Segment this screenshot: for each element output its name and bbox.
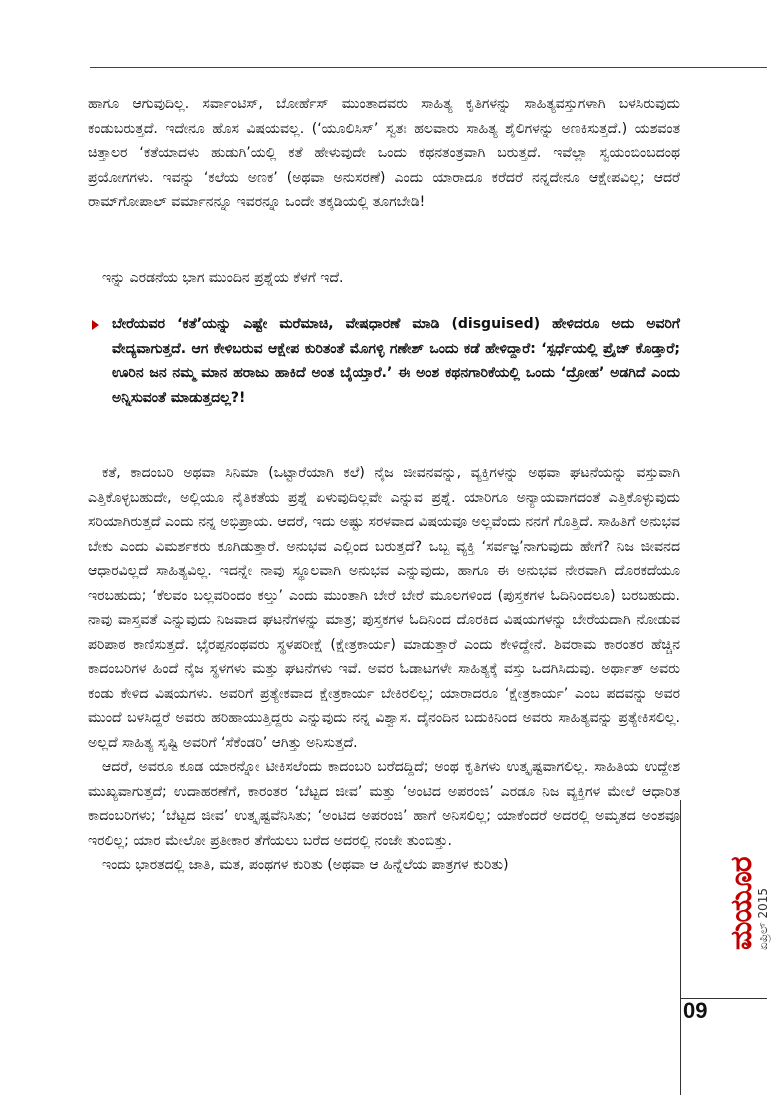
- side-rule: [680, 800, 681, 1095]
- page-number: 09: [683, 998, 708, 1023]
- bullet-arrow-icon: [92, 320, 99, 330]
- issue-date: ಏಪ್ರಿಲ್ 2015: [756, 888, 770, 950]
- question-block: [92, 312, 680, 410]
- question-text: ಬೇರೆಯವರ ‘ಕತೆ’ಯನ್ನು ಎಷ್ಟೇ ಮರೆಮಾಚಿ, ವೇಷಧಾರಣೆ ಮಾಡಿ (disguised) ಹೇಳಿದರೂ ಅದು ಅವರಿಗೆ ವೇದ್ಯವಾಗುತ್ತದೆ. ಆಗ ಕೇಳಿಬರುವ ಆಕ್ಷೇಪ ಕುರಿತಂತೆ ಮೊಗಳ್ಳಿ ಗಣೇಶ್ ಒಂದು ಕಡೆ ಹೇಳಿದ್ದಾರೆ: ‘ಸ್ಪರ್ಧೆಯಲ್ಲಿ ಪ್ರೈಜ್ ಕೊಡ್ತಾರೆ; ಊರಿನ ಜನ ನಮ್ಮ ಮಾನ ಹರಾಜು ಹಾಕಿದೆ ಅಂತ ಬೈಯ್ತಾರೆ.’ ಈ ಅಂಶ ಕಥನಗಾರಿಕೆಯಲ್ಲಿ ಒಂದು ‘ದ್ರೋಹ’ ಅಡಗಿದೆ ಎಂದು ಅನ್ನಿಸುವಂತೆ ಮಾಡುತ್ತದಲ್ಲ?!: [112, 316, 680, 406]
- paragraph-5: ಇಂದು ಭಾರತದಲ್ಲಿ ಜಾತಿ, ಮತ, ಪಂಥಗಳ ಕುರಿತು (ಅಥವಾ ಆ ಹಿನ್ನೆಲೆಯ ಪಾತ್ರಗಳ ಕುರಿತು): [102, 857, 509, 873]
- paragraph-1: ಹಾಗೂ ಆಗುವುದಿಲ್ಲ. ಸರ್ವಾಂಟಿಸ್, ಬೋರ್ಹೆಸ್ ಮುಂತಾದವರು ಸಾಹಿತ್ಯ ಕೃತಿಗಳನ್ನು ಸಾಹಿತ್ಯವಸ್ತುಗಳಾಗಿ ಬಳಸಿರುವುದು ಕಂಡುಬರುತ್ತದೆ. ಇದೇನೂ ಹೊಸ ವಿಷಯವಲ್ಲ. (‘ಯೂಲಿಸಿಸ್’ ಸ್ವತಃ ಹಲವಾರು ಸಾಹಿತ್ಯ ಶೈಲಿಗಳನ್ನು ಅಣಕಿಸುತ್ತದೆ.) ಯಶವಂತ ಚಿತ್ತಾಲರ ‘ಕತೆಯಾದಳು ಹುಡುಗಿ’ಯಲ್ಲಿ ಕತೆ ಹೇಳುವುದೇ ಒಂದು ಕಥನತಂತ್ರವಾಗಿ ಬರುತ್ತದೆ. ಇವೆಲ್ಲಾ ಸ್ವಯಂಬಿಂಬದಂಥ ಪ್ರಯೋಗಗಳು. ಇವನ್ನು ‘ಕಲೆಯ ಅಣಕ’ (ಅಥವಾ ಅನುಸರಣೆ) ಎಂದು ಯಾರಾದೂ ಕರೆದರೆ ನನ್ನದೇನೂ ಆಕ್ಷೇಪವಿಲ್ಲ; ಆದರೆ ರಾಮ್‌ಗೋಪಾಲ್ ವರ್ಮಾನನ್ನೂ ಇವರನ್ನೂ ಒಂದೇ ತಕ್ಕಡಿಯಲ್ಲಿ ತೂಗಬೇಡಿ!: [88, 96, 680, 210]
- paragraph-4: ಆದರೆ, ಅವರೂ ಕೂಡ ಯಾರನ್ನೋ ಟೀಕಿಸಲೆಂದು ಕಾದಂಬರಿ ಬರೆದದ್ದಿದೆ; ಅಂಥ ಕೃತಿಗಳು ಉತ್ಕೃಷ್ಟವಾಗಲಿಲ್ಲ. ಸಾಹಿತಿಯ ಉದ್ದೇಶ ಮುಖ್ಯವಾಗುತ್ತದೆ; ಉದಾಹರಣೆಗೆ, ಕಾರಂತರ ‘ಬೆಟ್ಟದ ಜೀವ’ ಮತ್ತು ‘ಅಂಟಿದ ಅಪರಂಜಿ’ ಎರಡೂ ನಿಜ ವ್ಯಕ್ತಿಗಳ ಮೇಲೆ ಆಧಾರಿತ ಕಾದಂಬರಿಗಳು; ‘ಬೆಟ್ಟದ ಜೀವ’ ಉತ್ಕೃಷ್ಟವೆನಿಸಿತು; ‘ಅಂಟಿದ ಅಪರಂಜಿ’ ಹಾಗೆ ಅನಿಸಲಿಲ್ಲ; ಯಾಕೆಂದರೆ ಅದರಲ್ಲಿ ಅಮೃತದ ಅಂಶವೂ ಇರಲಿಲ್ಲ; ಯಾರ ಮೇಲೋ ಪ್ರತೀಕಾರ ತೆಗೆಯಲು ಬರೆದ ಅದರಲ್ಲಿ ನಂಜೇ ತುಂಬಿತ್ತು.: [88, 759, 680, 849]
- magazine-logo: ಮಯೂರ: [724, 857, 759, 950]
- masthead: [722, 820, 772, 950]
- top-rule: [90, 67, 767, 68]
- paragraph-2: ಇನ್ನು ಎರಡನೆಯ ಭಾಗ ಮುಂದಿನ ಪ್ರಶ್ನೆಯ ಕೆಳಗೆ ಇದೆ.: [102, 270, 344, 286]
- paragraph-3: ಕತೆ, ಕಾದಂಬರಿ ಅಥವಾ ಸಿನಿಮಾ (ಒಟ್ಟಾರೆಯಾಗಿ ಕಲೆ) ನೈಜ ಜೀವನವನ್ನು, ವ್ಯಕ್ತಿಗಳನ್ನು ಅಥವಾ ಘಟನೆಯನ್ನು ವಸ್ತುವಾಗಿ ಎತ್ತಿಕೊಳ್ಳಬಹುದೇ, ಅಲ್ಲಿಯೂ ನೈತಿಕತೆಯ ಪ್ರಶ್ನೆ ಏಳುವುದಿಲ್ಲವೇ ಎನ್ನುವ ಪ್ರಶ್ನೆ. ಯಾರಿಗೂ ಅನ್ಯಾಯವಾಗದಂತೆ ಎತ್ತಿಕೊಳ್ಳುವುದು ಸರಿಯಾಗಿರುತ್ತದೆ ಎಂದು ನನ್ನ ಅಭಿಪ್ರಾಯ. ಆದರೆ, ಇದು ಅಷ್ಟು ಸರಳವಾದ ವಿಷಯವೂ ಅಲ್ಲವೆಂದು ನನಗೆ ಗೊತ್ತಿದೆ. ಸಾಹಿತಿಗೆ ಅನುಭವ ಬೇಕು ಎಂದು ವಿಮರ್ಶಕರು ಕೂಗಿಡುತ್ತಾರೆ. ಅನುಭವ ಎಲ್ಲಿಂದ ಬರುತ್ತದೆ? ಒಬ್ಬ ವ್ಯಕ್ತಿ ‘ಸರ್ವಜ್ಞ’ನಾಗುವುದು ಹೇಗೆ? ನಿಜ ಜೀವನದ ಆಧಾರವಿಲ್ಲದೆ ಸಾಹಿತ್ಯವಿಲ್ಲ. ಇದನ್ನೇ ನಾವು ಸ್ಥೂಲವಾಗಿ ಅನುಭವ ಎನ್ನುವುದು, ಹಾಗೂ ಈ ಅನುಭವ ನೇರವಾಗಿ ದೊರಕದೆಯೂ ಇರಬಹುದು; ‘ಕೆಲವಂ ಬಲ್ಲವರಿಂದಂ ಕಲ್ತು’ ಎಂದು ಮುಂತಾಗಿ ಬೇರೆ ಬೇರೆ ಮೂಲಗಳಿಂದ (ಪುಸ್ತಕಗಳ ಓದಿನಿಂದಲೂ) ಬರಬಹುದು. ನಾವು ವಾಸ್ತವತೆ ಎನ್ನುವುದು ನಿಜವಾದ ಘಟನೆಗಳನ್ನು ಮಾತ್ರ; ಪುಸ್ತಕಗಳ ಓದಿನಿಂದ ದೊರಕಿದ ವಿಷಯಗಳನ್ನು ಬೇರೆಯದಾಗಿ ನೋಡುವ ಪರಿಪಾಠ ಕಾಣಿಸುತ್ತದೆ. ಭೈರಪ್ಪನಂಥವರು ಸ್ಥಳಪರೀಕ್ಷೆ (ಕ್ಷೇತ್ರಕಾರ್ಯ) ಮಾಡುತ್ತಾರೆ ಎಂದು ಕೇಳಿದ್ದೇನೆ. ಶಿವರಾಮ ಕಾರಂತರ ಹೆಚ್ಚಿನ ಕಾದಂಬರಿಗಳ ಹಿಂದೆ ನೈಜ ಸ್ಥಳಗಳು ಮತ್ತು ಘಟನೆಗಳು ಇವೆ. ಅವರ ಓಡಾಟಗಳೇ ಸಾಹಿತ್ಯಕ್ಕೆ ವಸ್ತು ಒದಗಿಸಿದುವು. ಅರ್ಥಾತ್ ಅವರು ಕಂಡು ಕೇಳಿದ ವಿಷಯಗಳು. ಅವರಿಗೆ ಪ್ರತ್ಯೇಕವಾದ ಕ್ಷೇತ್ರಕಾರ್ಯ ಬೇಕಿರಲಿಲ್ಲ; ಯಾರಾದರೂ ‘ಕ್ಷೇತ್ರಕಾರ್ಯ’ ಎಂಬ ಪದವನ್ನು ಅವರ ಮುಂದೆ ಬಳಸಿದ್ದರೆ ಅವರು ಹರಿಹಾಯುತ್ತಿದ್ದರು ಎನ್ನುವುದು ನನ್ನ ವಿಶ್ವಾಸ. ದೈನಂದಿನ ಬದುಕಿನಿಂದ ಅವರು ಸಾಹಿತ್ಯವನ್ನು ಪ್ರತ್ಯೇಕಿಸಲಿಲ್ಲ. ಅಲ್ಲದೆ ಸಾಹಿತ್ಯ ಸೃಷ್ಟಿ ಅವರಿಗೆ ‘ಸೆಕೆಂಡರಿ’ ಆಗಿತ್ತು ಅನಿಸುತ್ತದೆ.: [88, 465, 680, 751]
- answer-body: [88, 461, 680, 878]
